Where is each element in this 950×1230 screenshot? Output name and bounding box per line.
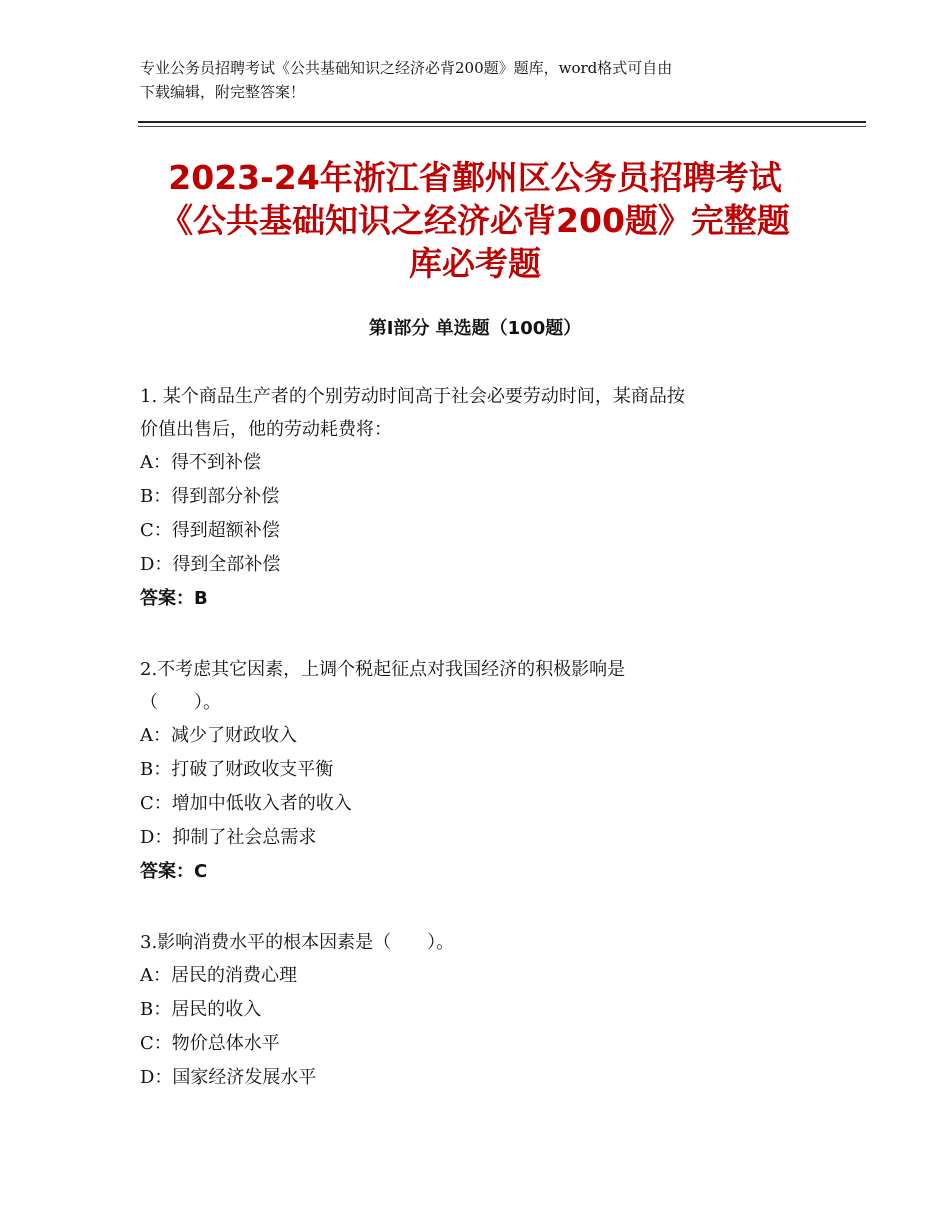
question-stem-line: （ ）。 [140, 692, 221, 713]
header-note-line-1: 专业公务员招聘考试《公共基础知识之经济必背200题》题库，word格式可自由 [140, 59, 673, 77]
option-d: D：抑制了社会总需求 [140, 827, 317, 848]
option-c: C：增加中低收入者的收入 [140, 793, 352, 814]
question-stem-line: 价值出售后，他的劳动耗费将： [140, 419, 392, 440]
document-title [110, 156, 840, 285]
option-d: D：国家经济发展水平 [140, 1067, 317, 1088]
header-note [140, 56, 820, 104]
option-d: D：得到全部补偿 [140, 554, 281, 575]
answer: 答案：C [140, 861, 208, 882]
option-b: B：打破了财政收支平衡 [140, 759, 334, 780]
question-stem-line: 1. 某个商品生产者的个别劳动时间高于社会必要劳动时间，某商品按 [140, 386, 685, 407]
question-stem [140, 653, 820, 719]
title-line-1: 2023-24年浙江省鄞州区公务员招聘考试 [168, 158, 782, 197]
option-c: C：物价总体水平 [140, 1033, 280, 1054]
option-b: B：得到部分补偿 [140, 486, 280, 507]
question-stem [140, 380, 820, 446]
header-note-line-2: 下载编辑，附完整答案！ [140, 83, 306, 101]
question-stem [140, 926, 820, 959]
question-2 [140, 653, 820, 889]
question-3 [140, 926, 820, 1095]
option-a: A：居民的消费心理 [140, 965, 297, 986]
title-line-2: 《公共基础知识之经济必背200题》完整题 [160, 201, 790, 240]
option-a: A：得不到补偿 [140, 452, 261, 473]
section-heading: 第Ⅰ部分 单选题（100题） [368, 318, 582, 339]
option-c: C：得到超额补偿 [140, 520, 280, 541]
option-a: A：减少了财政收入 [140, 725, 297, 746]
header-rule-thick [138, 121, 866, 123]
question-stem-line: 2.不考虑其它因素，上调个税起征点对我国经济的积极影响是 [140, 659, 626, 680]
header-rule-thin [138, 126, 866, 127]
question-1 [140, 380, 820, 616]
answer: 答案：B [140, 588, 208, 609]
option-b: B：居民的收入 [140, 999, 262, 1020]
title-line-3: 库必考题 [409, 244, 541, 283]
question-stem-line: 3.影响消费水平的根本因素是（ ）。 [140, 932, 455, 953]
